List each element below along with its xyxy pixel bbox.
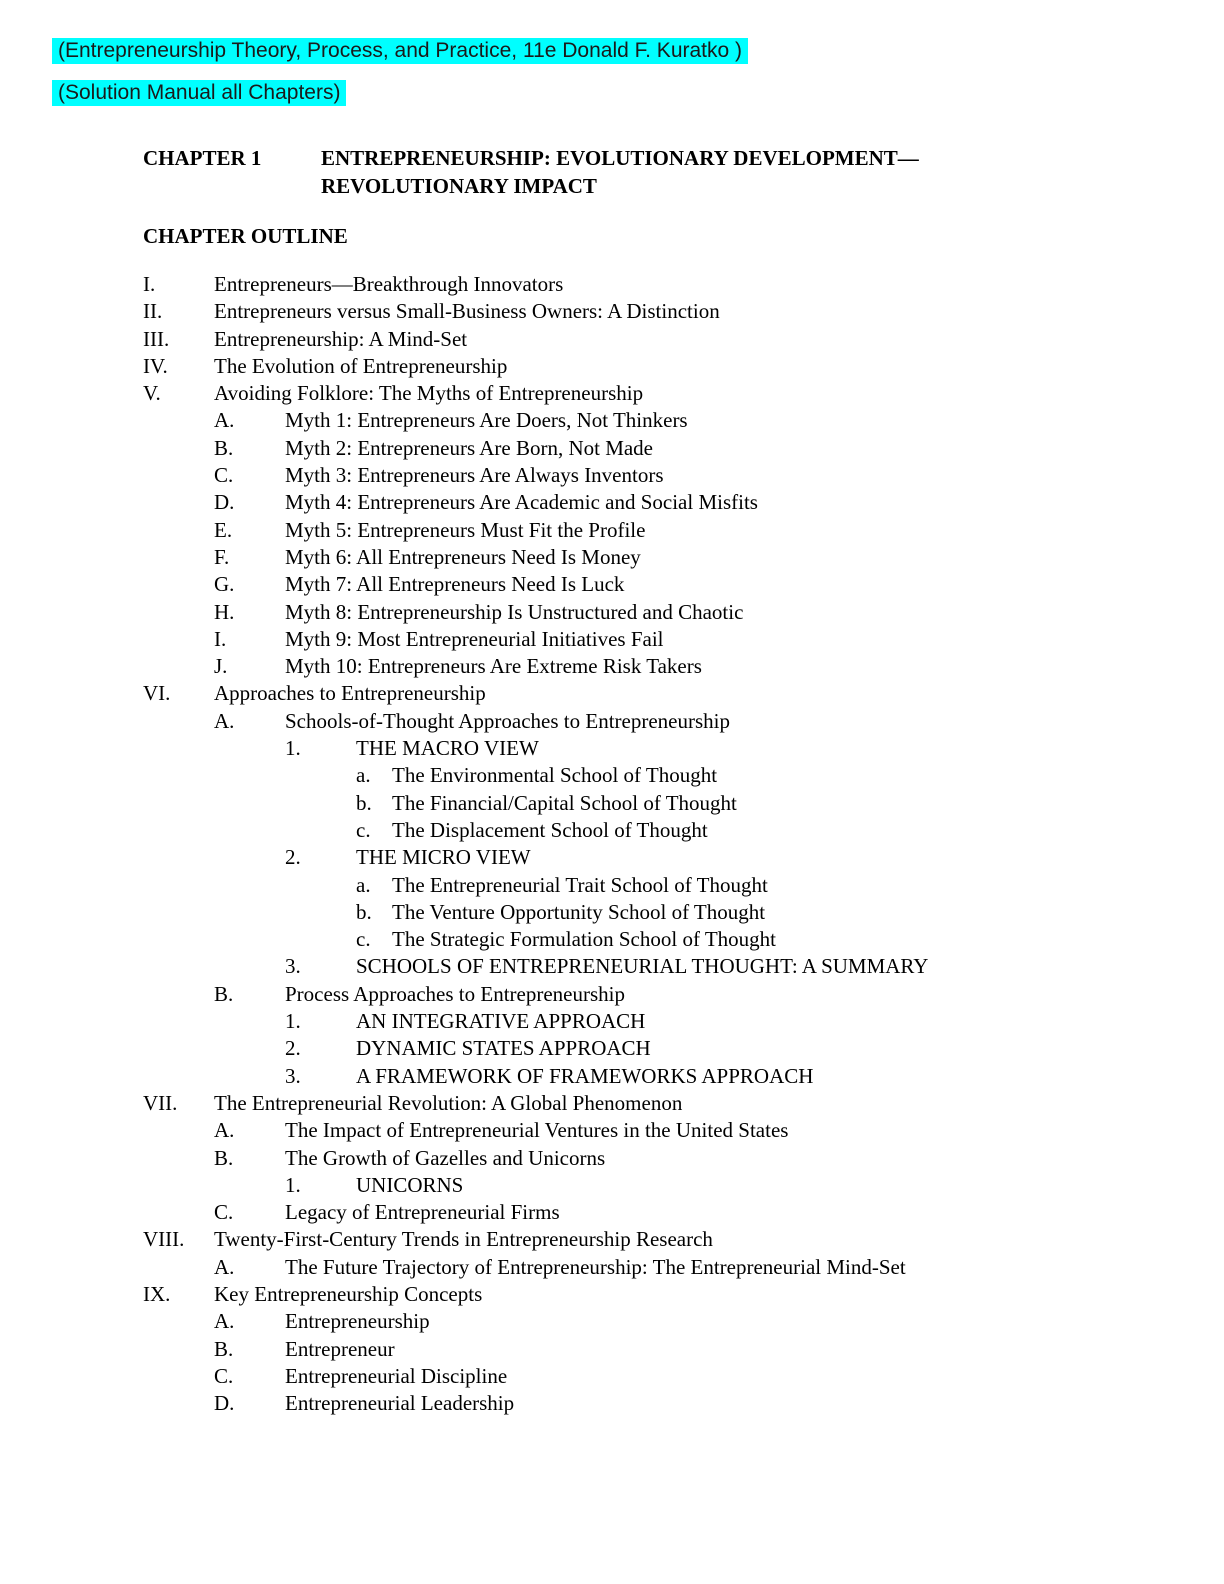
outline-item: [143, 1254, 1143, 1281]
outline-item: [143, 407, 1143, 434]
outline-item-marker: II.: [143, 299, 163, 324]
outline-item: [143, 326, 1143, 353]
outline-item: [143, 872, 1143, 899]
outline-item: [143, 926, 1143, 953]
outline-item: [143, 1336, 1143, 1363]
outline-item: [143, 953, 1143, 980]
outline-item-marker: 2.: [285, 845, 301, 870]
outline-item: [143, 1281, 1143, 1308]
outline-item-text: A FRAMEWORK OF FRAMEWORKS APPROACH: [356, 1063, 814, 1088]
outline-item-text: SCHOOLS OF ENTREPRENEURIAL THOUGHT: A SUMMARY: [356, 954, 929, 979]
outline-item-marker: B.: [214, 981, 234, 1006]
outline-item-marker: J.: [214, 654, 228, 679]
outline-item: [143, 817, 1143, 844]
outline-item-text: The Growth of Gazelles and Unicorns: [285, 1145, 606, 1170]
outline-item-text: THE MACRO VIEW: [356, 736, 539, 761]
outline-item-text: Entrepreneurial Discipline: [285, 1363, 508, 1388]
outline-item-marker: A.: [214, 708, 235, 733]
outline-item: [143, 1172, 1143, 1199]
outline-item-text: Avoiding Folklore: The Myths of Entrepreneurship: [214, 381, 644, 406]
outline-item: [143, 844, 1143, 871]
outline-item-text: The Impact of Entrepreneurial Ventures in the United States: [285, 1118, 789, 1143]
outline-item: [143, 981, 1143, 1008]
outline-item: [143, 271, 1143, 298]
outline-item: [143, 680, 1143, 707]
outline-item-text: Approaches to Entrepreneurship: [214, 681, 486, 706]
outline-item: [143, 653, 1143, 680]
outline-item-marker: 3.: [285, 954, 301, 979]
outline-item-text: Entrepreneurs—Breakthrough Innovators: [214, 272, 564, 296]
outline-item-marker: H.: [214, 599, 235, 624]
outline-item-text: Myth 7: All Entrepreneurs Need Is Luck: [285, 572, 625, 597]
outline-item-text: Entrepreneur: [285, 1336, 395, 1361]
outline-item: [143, 1363, 1143, 1390]
outline-item-text: AN INTEGRATIVE APPROACH: [356, 1009, 646, 1034]
outline-item: [143, 735, 1143, 762]
outline-item-marker: D.: [214, 1391, 235, 1416]
outline-item-text: Myth 3: Entrepreneurs Are Always Inventors: [285, 463, 664, 488]
outline-item-marker: a.: [356, 763, 371, 788]
outline-item-text: Myth 4: Entrepreneurs Are Academic and Social Misfits: [285, 490, 758, 515]
outline-item: [143, 571, 1143, 598]
chapter-title: ENTREPRENEURSHIP: EVOLUTIONARY DEVELOPMENT—REVOLUTIONARY IMPACT: [321, 146, 919, 198]
outline-item-text: Myth 9: Most Entrepreneurial Initiatives Fail: [285, 626, 664, 651]
outline-item-marker: F.: [214, 544, 230, 569]
outline-item-text: DYNAMIC STATES APPROACH: [356, 1036, 651, 1061]
outline-item: [143, 899, 1143, 926]
outline-item-marker: G.: [214, 572, 235, 597]
outline-item-marker: A.: [214, 1309, 235, 1334]
outline-item: [143, 1035, 1143, 1062]
outline-item-text: Schools-of-Thought Approaches to Entrepreneurship: [285, 708, 730, 733]
outline-item: [143, 599, 1143, 626]
outline-item: [143, 1226, 1143, 1253]
outline-item-marker: b.: [356, 899, 372, 924]
outline-item: [143, 762, 1143, 789]
outline-item-text: The Entrepreneurial Revolution: A Global Phenomenon: [214, 1090, 683, 1115]
outline-item-marker: c.: [356, 927, 371, 952]
outline-item-text: The Strategic Formulation School of Thought: [392, 927, 776, 952]
outline-item-marker: 1.: [285, 1172, 301, 1197]
outline-item-text: Myth 8: Entrepreneurship Is Unstructured and Chaotic: [285, 599, 744, 624]
outline-item-marker: IX.: [143, 1281, 171, 1306]
outline-item-marker: I.: [143, 272, 156, 296]
outline-item-text: Myth 10: Entrepreneurs Are Extreme Risk Takers: [285, 654, 702, 679]
outline-item-text: Entrepreneurial Leadership: [285, 1391, 515, 1416]
outline-item-text: The Entrepreneurial Trait School of Thought: [392, 872, 768, 897]
outline-item: [143, 435, 1143, 462]
outline-item-marker: VIII.: [143, 1227, 185, 1252]
outline-item-text: Myth 6: All Entrepreneurs Need Is Money: [285, 544, 641, 569]
outline-item: [143, 380, 1143, 407]
outline-item: [143, 790, 1143, 817]
outline-item-text: Legacy of Entrepreneurial Firms: [285, 1200, 560, 1225]
outline-item-marker: 1.: [285, 1009, 301, 1034]
outline-item-text: Myth 1: Entrepreneurs Are Doers, Not Thinkers: [285, 408, 688, 433]
outline-item-text: The Displacement School of Thought: [392, 817, 708, 842]
outline-item-text: The Environmental School of Thought: [392, 763, 718, 788]
chapter-number: CHAPTER 1: [143, 146, 262, 170]
outline-item: [143, 489, 1143, 516]
outline-item-marker: b.: [356, 790, 372, 815]
outline-item: [143, 1199, 1143, 1226]
outline-item-marker: I.: [214, 626, 227, 651]
outline-item: [143, 298, 1143, 325]
outline-item: [143, 1390, 1143, 1417]
outline-item-text: Myth 2: Entrepreneurs Are Born, Not Made: [285, 435, 654, 460]
header-highlight-title: (Entrepreneurship Theory, Process, and Practice, 11e Donald F. Kuratko ): [52, 38, 748, 64]
outline-item-marker: D.: [214, 490, 235, 515]
outline-item-marker: E.: [214, 517, 233, 542]
outline-item-marker: A.: [214, 1254, 235, 1279]
outline-item-text: The Financial/Capital School of Thought: [392, 790, 737, 815]
outline-item-text: Entrepreneurship: [285, 1309, 430, 1334]
outline-item-text: The Venture Opportunity School of Thought: [392, 899, 766, 924]
outline-item-marker: B.: [214, 1145, 234, 1170]
outline-item-text: Entrepreneurs versus Small-Business Owners: A Distinction: [214, 299, 720, 324]
outline-item-marker: c.: [356, 817, 371, 842]
outline-item-marker: 1.: [285, 736, 301, 761]
outline-item: [143, 544, 1143, 571]
outline-item: [143, 1308, 1143, 1335]
outline-item-text: The Evolution of Entrepreneurship: [214, 353, 508, 378]
outline-item-marker: C.: [214, 1200, 234, 1225]
outline-item-marker: IV.: [143, 353, 168, 378]
outline-item: [143, 708, 1143, 735]
outline-item: [143, 353, 1143, 380]
outline-item-marker: 3.: [285, 1063, 301, 1088]
outline-item-text: UNICORNS: [356, 1172, 464, 1197]
outline-item: [143, 1008, 1143, 1035]
outline-item-marker: VI.: [143, 681, 171, 706]
outline-item-marker: V.: [143, 381, 161, 406]
outline-item-marker: III.: [143, 326, 170, 351]
outline-item-marker: a.: [356, 872, 371, 897]
outline-item-marker: VII.: [143, 1090, 178, 1115]
outline-heading: CHAPTER OUTLINE: [143, 224, 348, 248]
outline-item-marker: B.: [214, 1336, 234, 1361]
outline-item: [143, 517, 1143, 544]
outline-item-marker: B.: [214, 435, 234, 460]
outline-item-text: The Future Trajectory of Entrepreneurship: The Entrepreneurial Mind-Set: [285, 1254, 906, 1279]
chapter-outline-list: [143, 271, 1143, 1417]
outline-item: [143, 626, 1143, 653]
outline-item-text: Key Entrepreneurship Concepts: [214, 1281, 483, 1306]
outline-item: [143, 1117, 1143, 1144]
outline-item-text: Entrepreneurship: A Mind-Set: [214, 326, 468, 351]
outline-item: [143, 462, 1143, 489]
outline-item-marker: C.: [214, 463, 234, 488]
outline-item-marker: C.: [214, 1363, 234, 1388]
outline-item-text: Twenty-First-Century Trends in Entrepreneurship Research: [214, 1227, 713, 1252]
outline-item-text: THE MICRO VIEW: [356, 845, 531, 870]
outline-item-marker: A.: [214, 408, 235, 433]
outline-item-marker: A.: [214, 1118, 235, 1143]
header-highlight-subtitle: (Solution Manual all Chapters): [52, 80, 346, 106]
outline-item-marker: 2.: [285, 1036, 301, 1061]
outline-item-text: Process Approaches to Entrepreneurship: [285, 981, 625, 1006]
outline-item: [143, 1145, 1143, 1172]
outline-item-text: Myth 5: Entrepreneurs Must Fit the Profile: [285, 517, 646, 542]
outline-item: [143, 1090, 1143, 1117]
outline-item: [143, 1063, 1143, 1090]
